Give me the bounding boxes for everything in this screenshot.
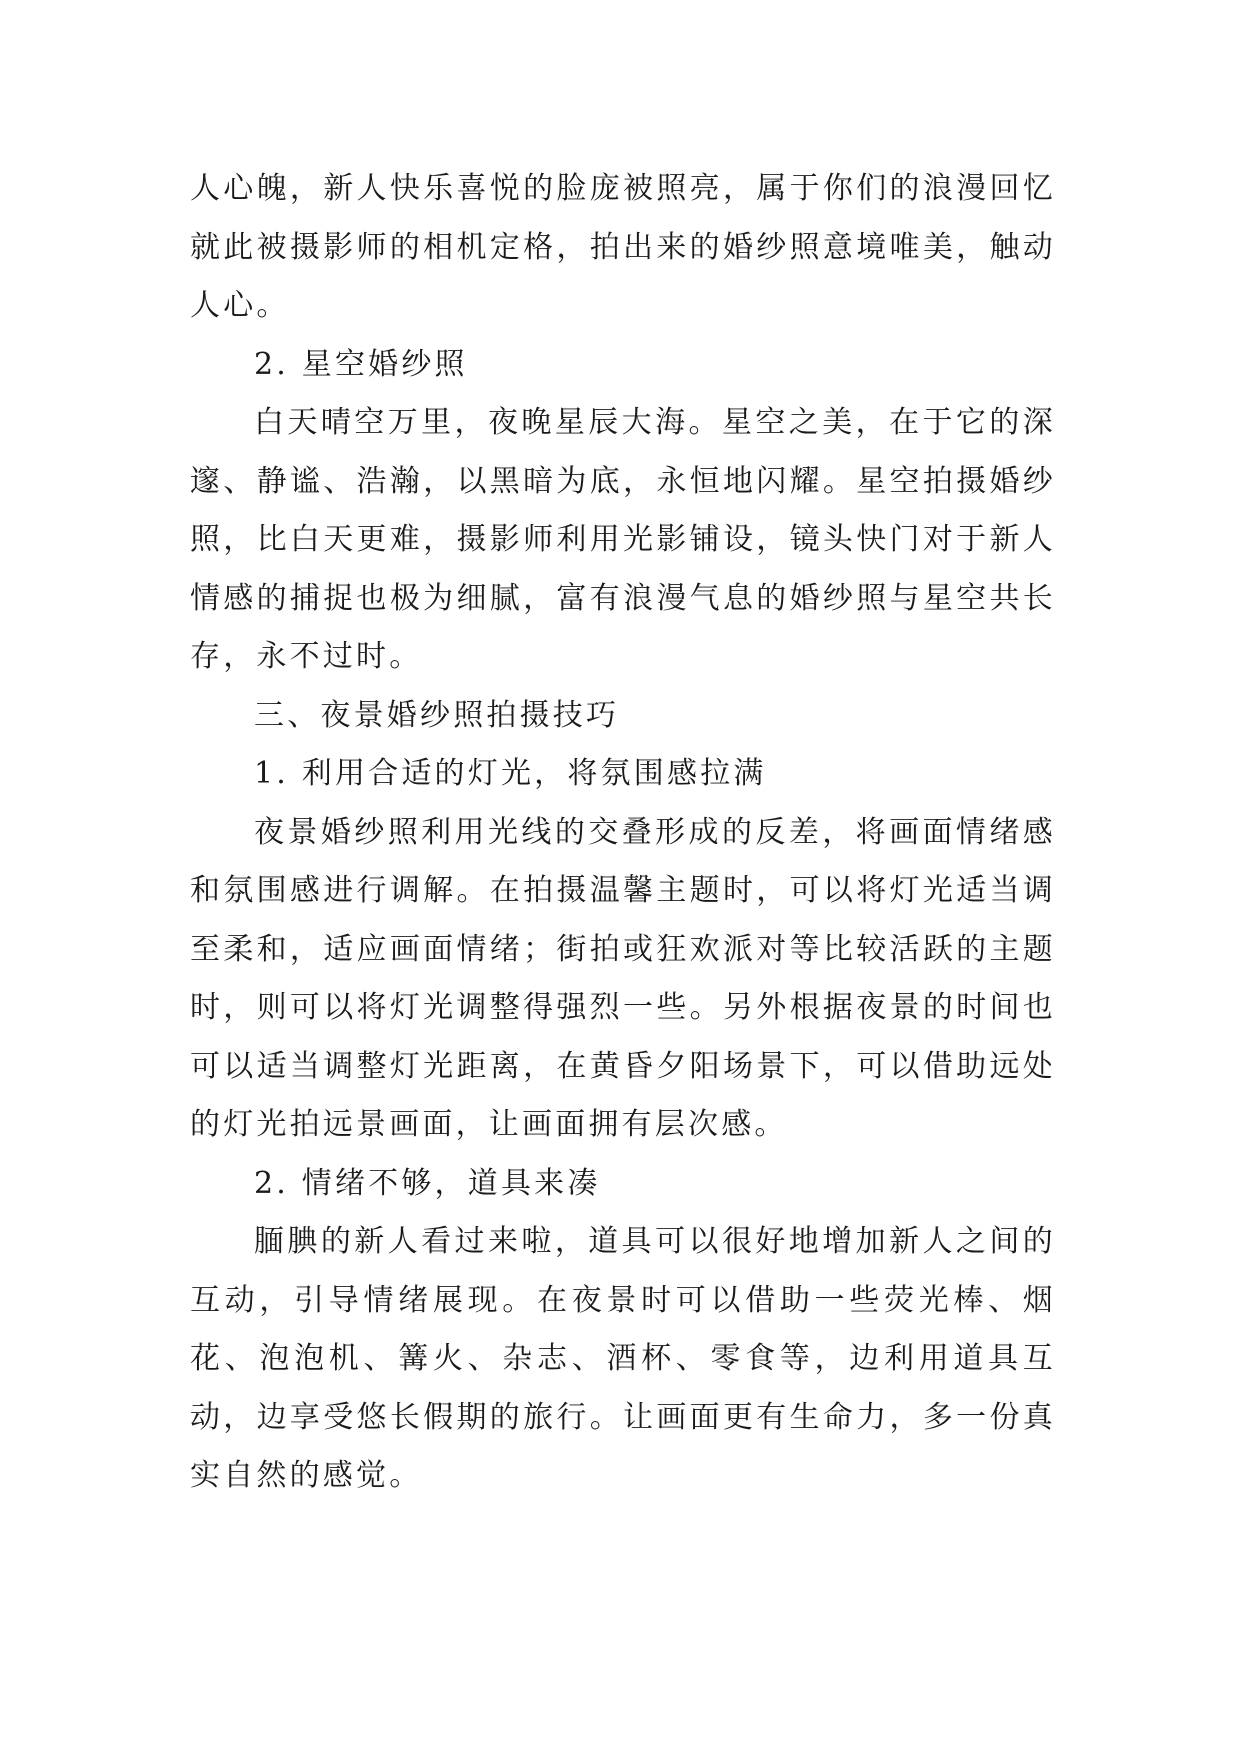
subheading-lighting: 1. 利用合适的灯光，将氛围感拉满	[254, 756, 767, 791]
document-body	[190, 160, 1056, 1506]
paragraph-continuation: 人心魄，新人快乐喜悦的脸庞被照亮，属于你们的浪漫回忆就此被摄影师的相机定格，拍出来的婚纱照意境唯美，触动人心。	[190, 171, 1056, 323]
section-heading-night-shooting-tips: 三、夜景婚纱照拍摄技巧	[254, 697, 620, 733]
paragraph-props: 腼腆的新人看过来啦，道具可以很好地增加新人之间的互动，引导情绪展现。在夜景时可以借助一些荧光棒、烟花、泡泡机、篝火、杂志、酒杯、零食等，边利用道具互动，边享受悠长假期的旅行。让画面更有生命力，多一份真实自然的感觉。	[190, 1224, 1056, 1493]
paragraph-lighting: 夜景婚纱照利用光线的交叠形成的反差，将画面情绪感和氛围感进行调解。在拍摄温馨主题时，可以将灯光适当调至柔和，适应画面情绪；街拍或狂欢派对等比较活跃的主题时，则可以将灯光调整得强烈一些。另外根据夜景的时间也可以适当调整灯光距离，在黄昏夕阳场景下，可以借助远处的灯光拍远景画面，让画面拥有层次感。	[190, 814, 1056, 1142]
subheading-starry-sky-wedding-photo: 2. 星空婚纱照	[254, 346, 468, 382]
subheading-props: 2. 情绪不够，道具来凑	[254, 1165, 601, 1201]
paragraph-starry-sky: 白天晴空万里，夜晚星辰大海。星空之美，在于它的深邃、静谧、浩瀚，以黑暗为底，永恒地闪耀。星空拍摄婚纱照，比白天更难，摄影师利用光影铺设，镜头快门对于新人情感的捕捉也极为细腻，富有浪漫气息的婚纱照与星空共长存，永不过时。	[190, 405, 1056, 674]
